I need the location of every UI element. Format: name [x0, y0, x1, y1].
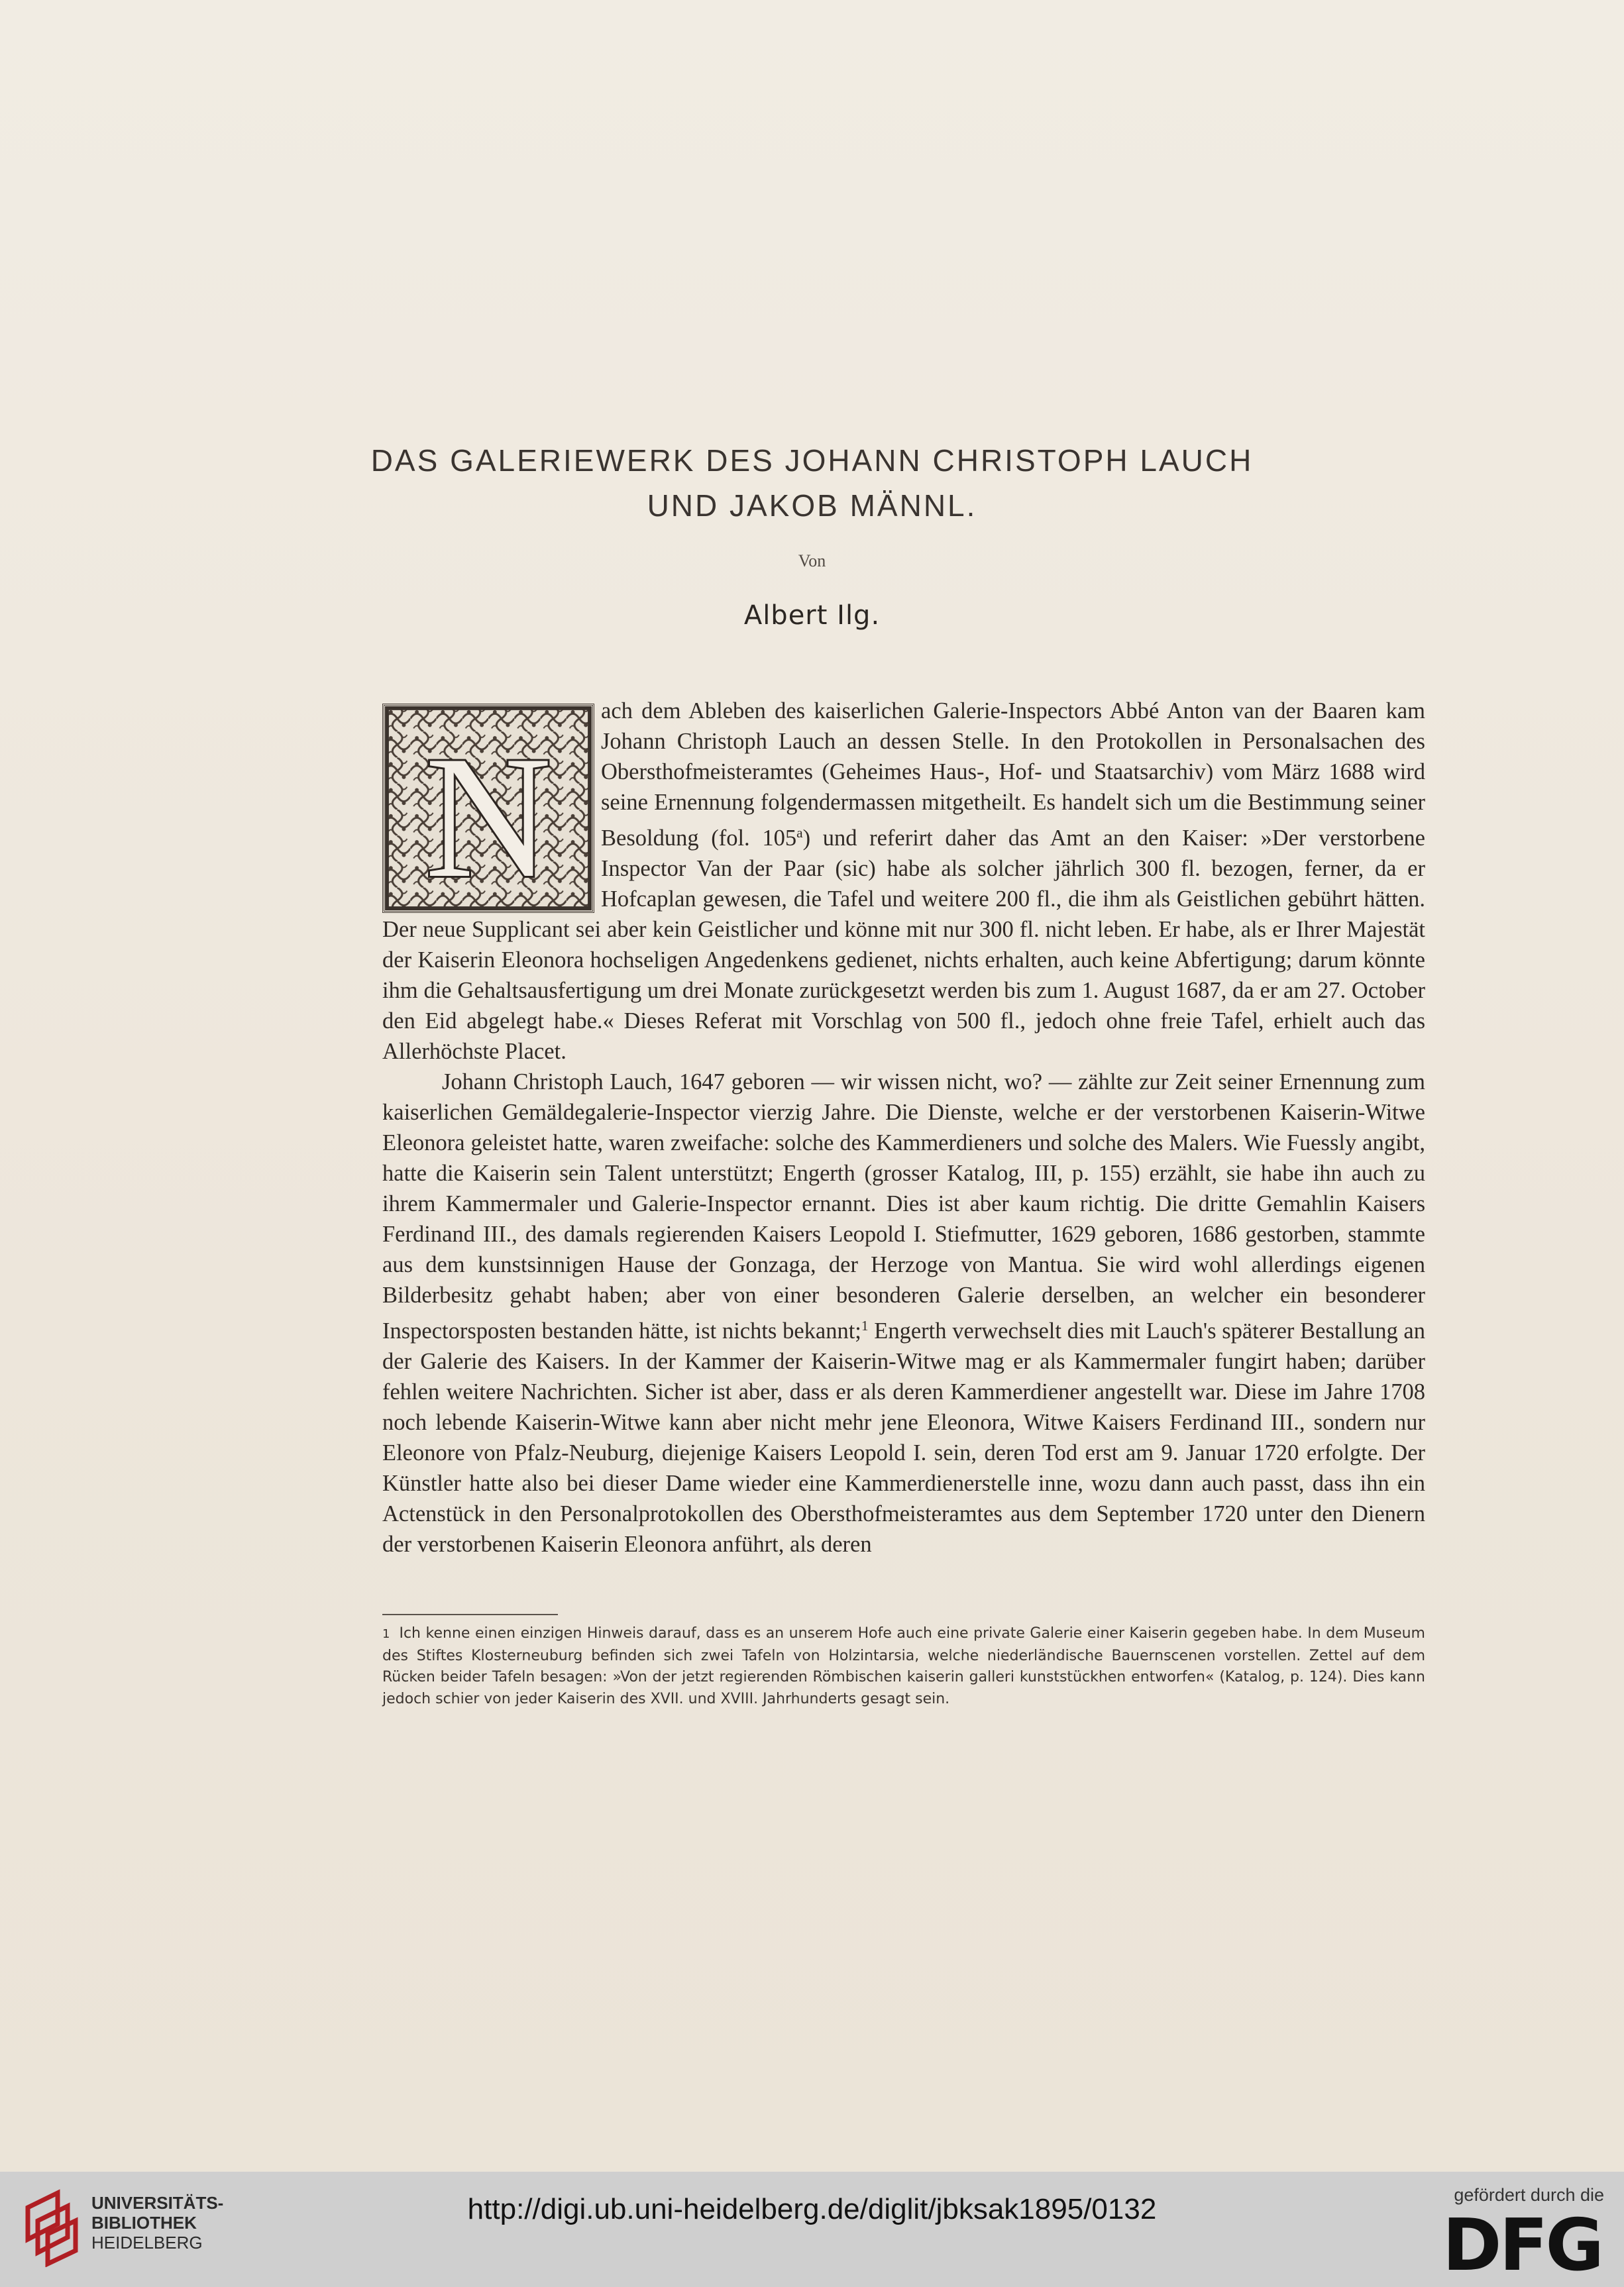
- paragraph-2-text-b: Engerth verwechselt dies mit Lauch's späterer Bestallung an der Galerie des Kaisers. In der Kammer der Kaiserin-Witwe mag er als Kammermaler fungirt haben; darüber fehlen weitere Nachrichten. Sicher ist aber, dass er als deren Kammerdiener angestellt war. Diese im Jahre 1708 noch lebende Kaiserin-Witwe kann aber nicht mehr jene Eleonora, Witwe Kaisers Ferdinand III., sondern nur Eleonore von Pfalz-Neuburg, diejenige Kaisers Leopold I. sein, deren Tod erst am 9. Januar 1720 erfolgte. Der Künstler hatte also bei dieser Dame wieder eine Kammerdienerstelle inne, wozu dann auch passt, dass ihn ein Actenstück in den Personalprotokollen des Obersthofmeisteramtes aus dem September 1720 unter den Dienern der verstorbenen Kaiserin Eleonora anführt, als deren: [382, 1318, 1425, 1557]
- footnote-reference: 1: [861, 1317, 869, 1334]
- article-title-line-1: DAS GALERIEWERK DES JOHANN CHRISTOPH LAUCH: [370, 443, 1254, 478]
- article-title-line-2: UND JAKOB MÄNNL.: [647, 488, 977, 523]
- footnote-text: Ich kenne einen einzigen Hinweis darauf, dass es an unserem Hofe auch eine private Galerie einer Kaiserin gegeben habe. In dem Museum des Stiftes Klosterneuburg befinden sich zwei Tafeln von Holzintarsia, welche niederländische Bauernscenen vorstellen. Zettel auf dem Rücken beider Tafeln besagen: »Von der jetzt regierenden Römbischen kaiserin galleri kunststückhen entworfen« (Katalog, p. 124). Dies kann jedoch schier von jeder Kaiserin des XVII. und XVIII. Jahrhunderts gesagt sein.: [382, 1625, 1425, 1707]
- paragraph-1-text-a: ach dem Ableben des kaiserlichen Galerie-Inspectors Abbé Anton van der Baaren kam Johann Christoph Lauch an dessen Stelle. In den Protokollen in Personalsachen des Obersthofmeisteramtes (Geheimes Haus-, Hof- und Staatsarchiv) vom März 1688 wird seine Ernennung folgendermassen mitgetheilt. Es handelt sich um die Bestimmung seiner Besoldung (fol. 105: [601, 698, 1425, 851]
- dfg-logo: DFG: [1442, 2204, 1601, 2287]
- paragraph-2-text-a: Johann Christoph Lauch, 1647 geboren — wir wissen nicht, wo? — zählte zur Zeit seiner Ernennung zum kaiserlichen Gemäldegalerie-Inspector vierzig Jahre. Die Dienste, welche er der verstorbenen Kaiserin-Witwe Eleonora geleistet hatte, waren zweifache: solche des Kammerdieners und solche des Malers. Wie Fuessly angibt, hatte die Kaiserin sein Talent unterstützt; Engerth (grosser Katalog, III, p. 155) erzählt, sie habe ihn auch zu ihrem Kammermaler und Galerie-Inspector ernannt. Dies ist aber kaum richtig. Die dritte Gemahlin Kaisers Ferdinand III., des damals regierenden Kaisers Leopold I. Stiefmutter, 1629 geboren, 1686 gestorben, stammte aus dem kunstsinnigen Hause der Gonzaga, der Herzoge von Mantua. Sie wird wohl allerdings eigenen Bilderbesitz gehabt haben; aber von einer besonderen Galerie derselben, an welcher ein besonderer Inspectorsposten bestanden hätte, ist nichts bekannt;: [382, 1069, 1425, 1344]
- paragraph-1-text-b: ) und referirt daher das Amt an den Kaiser: »Der verstorbene Inspector Van der Paar (sic) habe als solcher jährlich 300 fl. bezogen, ferner, da er Hofcaplan gewesen, die Tafel und weitere 200 fl., die ihm als Geistlichen gebührt hätten. Der neue Supplicant sei aber kein Geistlicher und könne mit nur 300 fl. nicht leben. Er habe, als er Ihrer Majestät der Kaiserin Eleonora hochseligen Angedenkens gedienet, nichts erhalten, auch keine Abfertigung; darum könnte ihm die Gehaltsausfertigung um drei Monate zurückgesetzt werden bis zum 1. August 1687, da er am 27. October den Eid abgelegt habe.« Dieses Referat mit Vorschlag von 500 fl., jedoch ohne freie Tafel, erhielt auch das Allerhöchste Placet.: [382, 825, 1425, 1064]
- library-name-line-2: BIBLIOTHEK: [91, 2213, 197, 2233]
- paragraph-1: [382, 696, 1425, 1067]
- dropcap-letter: N: [425, 720, 552, 911]
- folio-superscript: a: [796, 825, 803, 841]
- byline-von: Von: [798, 551, 826, 570]
- library-name-line-1: UNIVERSITÄTS-: [91, 2193, 224, 2213]
- article-body: [382, 696, 1425, 1560]
- author-name: Albert Ilg.: [743, 600, 881, 631]
- footer-bar: [0, 2172, 1624, 2287]
- library-name-line-3: HEIDELBERG: [91, 2233, 203, 2253]
- footnote: [382, 1623, 1425, 1710]
- permalink-url[interactable]: http://digi.ub.uni-heidelberg.de/diglit/jbksak1895/0132: [467, 2193, 1157, 2225]
- footnote-separator: [382, 1614, 558, 1615]
- paragraph-2: [382, 1067, 1425, 1560]
- funding-label: gefördert durch die: [1454, 2185, 1604, 2205]
- footnote-number: 1: [382, 1627, 390, 1641]
